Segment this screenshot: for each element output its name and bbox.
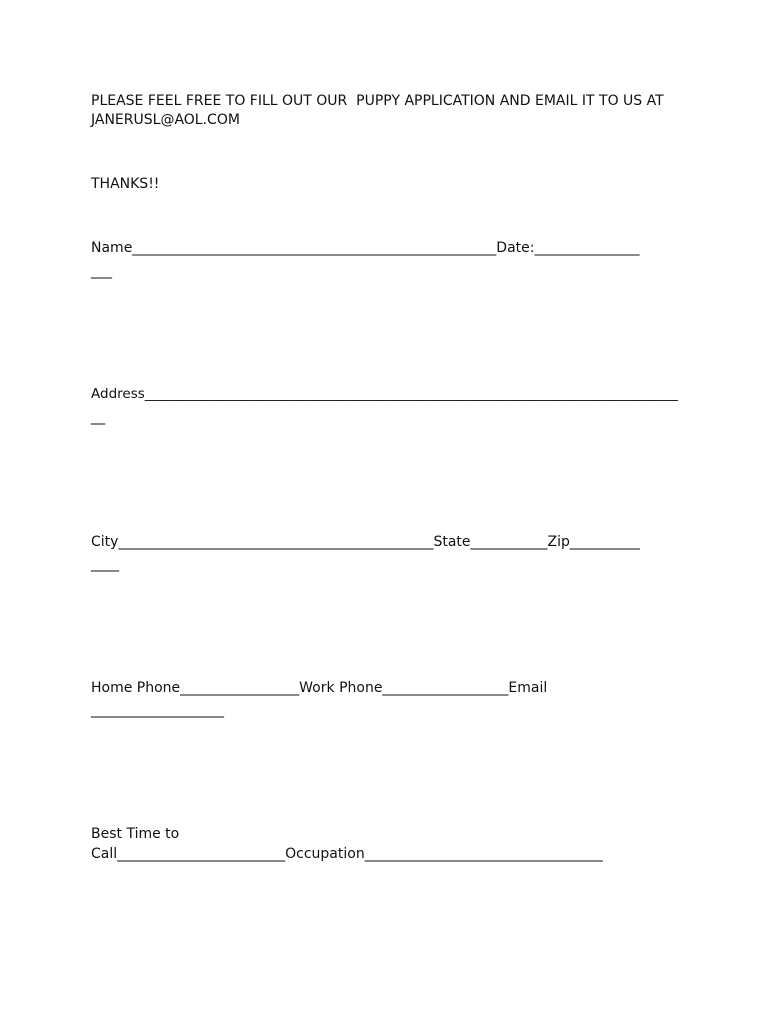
city-state-zip-field-continuation: ____ [91, 556, 119, 572]
city-state-zip-field: City_____________________________________________State___________Zip__________ [91, 534, 640, 550]
intro-text-line-1: PLEASE FEEL FREE TO FILL OUT OUR PUPPY APPLICATION AND EMAIL IT TO US AT [91, 93, 664, 109]
intro-email-line: JANERUSL@AOL.COM [91, 112, 240, 128]
address-field-continuation: __ [91, 409, 105, 425]
call-occupation-field: Call________________________Occupation__________________________________ [91, 846, 603, 862]
thanks-text: THANKS!! [91, 176, 160, 192]
address-field: Address_______________________________________________________________________________ [91, 386, 679, 402]
phone-email-field: Home Phone_________________Work Phone__________________Email [91, 680, 548, 696]
phone-email-field-continuation: ___________________ [91, 702, 224, 718]
name-date-field: Name____________________________________________________Date:_______________ [91, 240, 640, 256]
name-date-field-continuation: ___ [91, 263, 112, 279]
best-time-label: Best Time to [91, 826, 180, 842]
